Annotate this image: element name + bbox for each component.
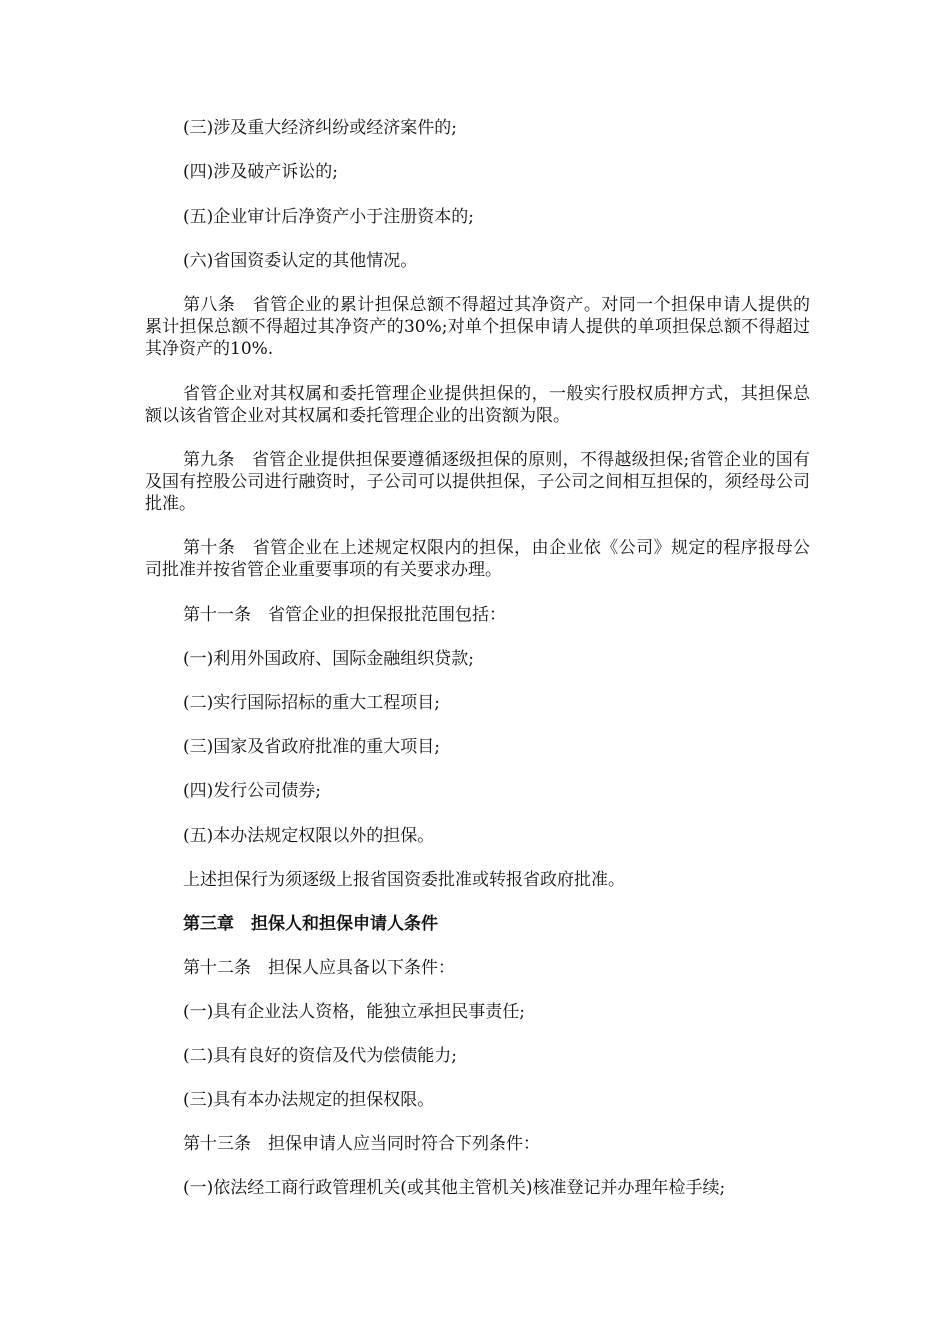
list-item: (四)发行公司债券; [183,781,321,801]
list-item: (三)国家及省政府批准的重大项目; [183,737,440,757]
article-9-paragraph: 第九条 省管企业提供担保要遵循逐级担保的原则，不得越级担保;省管企业的国有及国有控股公司进行融资时，子公司可以提供担保，子公司之间相互担保的，须经母公司批准。 [145,450,810,514]
chapter-heading: 第三章 担保人和担保申请人条件 [183,914,438,934]
list-item: (三)具有本办法规定的担保权限。 [183,1090,435,1110]
list-item: (五)企业审计后净资产小于注册资本的; [183,207,474,227]
article-8-paragraph: 第八条 省管企业的累计担保总额不得超过其净资产。对同一个担保申请人提供的累计担保总额不得超过其净资产的30%;对单个担保申请人提供的单项担保总额不得超过其净资产的10%. [145,295,810,359]
list-item: (一)具有企业法人资格，能独立承担民事责任; [183,1002,525,1022]
article-11-paragraph: 第十一条 省管企业的担保报批范围包括： [183,605,506,625]
article-10-paragraph: 第十条 省管企业在上述规定权限内的担保，由企业依《公司》规定的程序报母公司批准并按省管企业重要事项的有关要求办理。 [145,538,810,580]
list-item: (四)涉及破产诉讼的; [183,162,338,182]
list-item: (三)涉及重大经济纠纷或经济案件的; [183,118,457,138]
article-8-second-paragraph: 省管企业对其权属和委托管理企业提供担保的，一般实行股权质押方式，其担保总额以该省管企业对其权属和委托管理企业的出资额为限。 [145,384,810,426]
list-item: (二)实行国际招标的重大工程项目; [183,693,440,713]
list-item: (二)具有良好的资信及代为偿债能力; [183,1046,457,1066]
list-item: (一)利用外国政府、国际金融组织贷款; [183,649,474,669]
article-11-note: 上述担保行为须逐级上报省国资委批准或转报省政府批准。 [183,870,625,890]
list-item: (五)本办法规定权限以外的担保。 [183,826,435,846]
list-item: (一)依法经工商行政管理机关(或其他主管机关)核准登记并办理年检手续; [183,1178,726,1198]
article-13-paragraph: 第十三条 担保申请人应当同时符合下列条件： [183,1134,540,1154]
article-12-paragraph: 第十二条 担保人应具备以下条件： [183,958,455,978]
list-item: (六)省国资委认定的其他情况。 [183,251,418,271]
